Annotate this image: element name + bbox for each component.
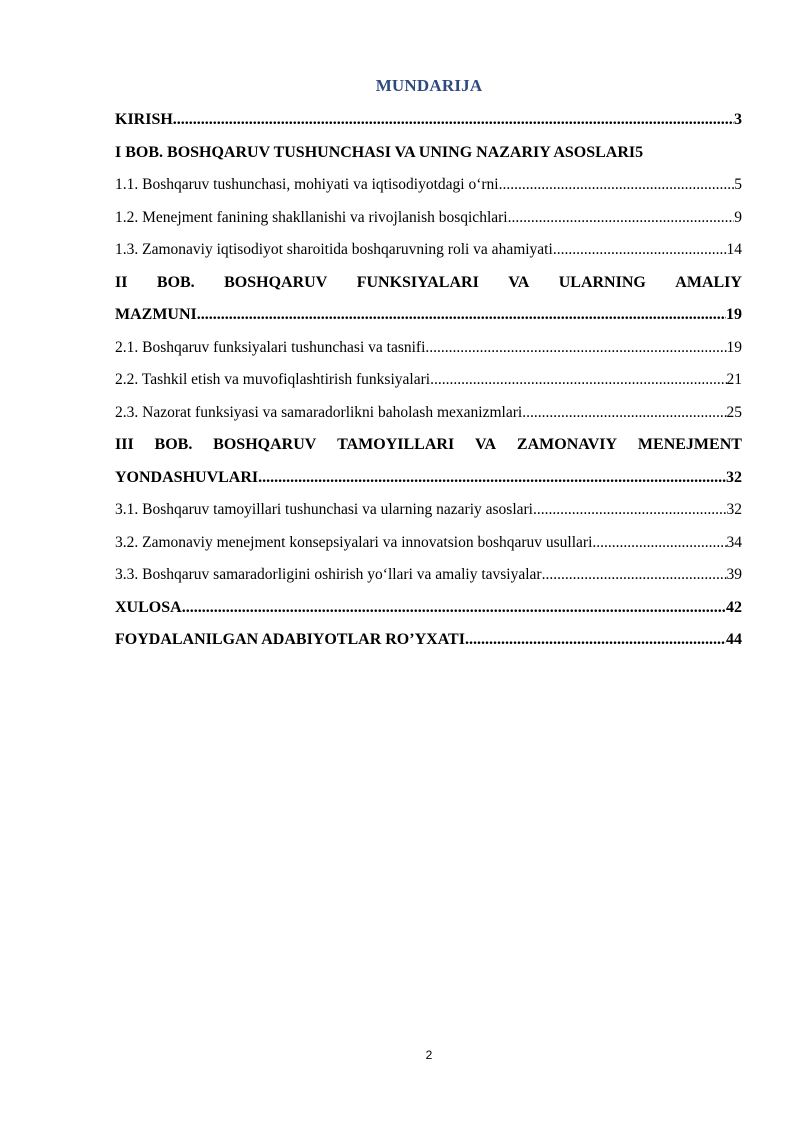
toc-word: III bbox=[115, 436, 134, 453]
dot-leader bbox=[553, 234, 727, 267]
toc-entry-section-1-2[interactable] bbox=[115, 202, 742, 235]
toc-word: VA bbox=[508, 273, 530, 291]
dot-leader bbox=[173, 104, 734, 137]
toc-entry-label: 3.1. Boshqaruv tamoyillari tushunchasi va ularning nazariy asoslari bbox=[115, 501, 533, 518]
dot-leader bbox=[425, 332, 726, 365]
dot-leader bbox=[197, 299, 726, 332]
dot-leader bbox=[499, 169, 735, 202]
toc-entry-label: MAZMUNI bbox=[115, 306, 197, 323]
toc-entry-bibliography[interactable] bbox=[115, 624, 742, 657]
toc-word: TAMOYILLARI bbox=[337, 436, 455, 453]
dot-leader bbox=[522, 397, 726, 430]
toc-entry-label: I BOB. BOSHQARUV TUSHUNCHASI VA UNING NAZARIY ASOSLARI bbox=[115, 143, 636, 161]
toc-entry-chapter-2-line-2[interactable] bbox=[115, 299, 742, 332]
toc-page-number: 25 bbox=[726, 403, 742, 421]
toc-entry-chapter-3-line-1[interactable] bbox=[115, 429, 742, 462]
toc-entry-chapter-3-line-2[interactable] bbox=[115, 462, 742, 495]
toc-entry-section-2-1[interactable] bbox=[115, 332, 742, 365]
toc-page-number: 39 bbox=[726, 566, 742, 583]
toc-page-number: 5 bbox=[734, 176, 742, 193]
toc-entry-section-1-3[interactable] bbox=[115, 234, 742, 267]
toc-word: MENEJMENT bbox=[637, 436, 742, 453]
toc-page-number: 9 bbox=[734, 208, 742, 226]
page-number: 2 bbox=[425, 1048, 433, 1062]
toc-page-number: 3 bbox=[734, 111, 742, 128]
toc-entry-label: FOYDALANILGAN ADABIYOTLAR RO’YXATI bbox=[115, 631, 465, 648]
dot-leader bbox=[465, 624, 726, 657]
toc-entry-chapter-2-line-1[interactable] bbox=[115, 267, 742, 300]
toc-entry-label: 1.3. Zamonaviy iqtisodiyot sharoitida boshqaruvning roli va ahamiyati bbox=[115, 241, 553, 258]
toc-page-number: 42 bbox=[726, 598, 742, 616]
toc-word: AMALIY bbox=[675, 273, 742, 291]
toc-entry-label: 1.1. Boshqaruv tushunchasi, mohiyati va iqtisodiyotdagi o‘rni bbox=[115, 176, 499, 193]
dot-leader bbox=[592, 527, 726, 560]
toc-entry-section-1-1[interactable] bbox=[115, 169, 742, 202]
dot-leader bbox=[430, 364, 726, 397]
toc-entry-section-3-1[interactable] bbox=[115, 494, 742, 527]
toc-entry-label: XULOSA bbox=[115, 598, 182, 616]
toc-entry-label: 1.2. Menejment fanining shakllanishi va rivojlanish bosqichlari bbox=[115, 208, 508, 226]
toc-entry-label: 2.3. Nazorat funksiyasi va samaradorlikni baholash mexanizmlari bbox=[115, 403, 523, 421]
toc-entry-label: YONDASHUVLARI bbox=[115, 468, 259, 486]
table-of-contents bbox=[115, 104, 742, 657]
toc-page-number: 44 bbox=[726, 631, 742, 648]
toc-page-number: 19 bbox=[726, 306, 742, 323]
toc-word: II bbox=[115, 273, 128, 291]
dot-leader bbox=[258, 462, 726, 495]
toc-word: ULARNING bbox=[558, 273, 646, 291]
toc-page-number: 21 bbox=[726, 371, 742, 388]
dot-leader bbox=[533, 494, 727, 527]
toc-entry-label: 3.2. Zamonaviy menejment konsepsiyalari va innovatsion boshqaruv usullari bbox=[115, 533, 593, 551]
toc-word: FUNKSIYALARI bbox=[356, 273, 479, 291]
toc-entry-label: KIRISH bbox=[115, 111, 173, 128]
toc-page-number: 14 bbox=[726, 241, 742, 258]
toc-word: BOSHQARUV bbox=[224, 273, 328, 291]
toc-entry-label: 2.1. Boshqaruv funksiyalari tushunchasi va tasnifi bbox=[115, 338, 426, 356]
toc-page-number: 32 bbox=[726, 501, 742, 518]
toc-entry-section-3-3[interactable] bbox=[115, 559, 742, 592]
toc-entry-chapter-1[interactable] bbox=[115, 137, 742, 170]
toc-page-number: 19 bbox=[726, 338, 742, 356]
toc-word: VA bbox=[475, 436, 497, 453]
toc-entry-xulosa[interactable] bbox=[115, 592, 742, 625]
toc-title: MUNDARIJA bbox=[375, 76, 483, 95]
toc-entry-section-2-3[interactable] bbox=[115, 397, 742, 430]
toc-entry-section-3-2[interactable] bbox=[115, 527, 742, 560]
toc-word: BOB. bbox=[154, 436, 193, 453]
dot-leader bbox=[542, 559, 727, 592]
toc-word: BOB. bbox=[156, 273, 195, 291]
dot-leader bbox=[508, 202, 735, 235]
toc-page-number: 32 bbox=[726, 468, 742, 486]
toc-page-number: 34 bbox=[726, 533, 742, 551]
dot-leader bbox=[182, 592, 726, 625]
toc-word: ZAMONAVIY bbox=[516, 436, 618, 453]
toc-page-number: 5 bbox=[635, 143, 644, 161]
toc-entry-section-2-2[interactable] bbox=[115, 364, 742, 397]
toc-entry-kirish[interactable] bbox=[115, 104, 742, 137]
toc-entry-label: 2.2. Tashkil etish va muvofiqlashtirish funksiyalari bbox=[115, 371, 431, 388]
toc-entry-label: 3.3. Boshqaruv samaradorligini oshirish yo‘llari va amaliy tavsiyalar bbox=[115, 566, 542, 583]
toc-word: BOSHQARUV bbox=[213, 436, 317, 453]
